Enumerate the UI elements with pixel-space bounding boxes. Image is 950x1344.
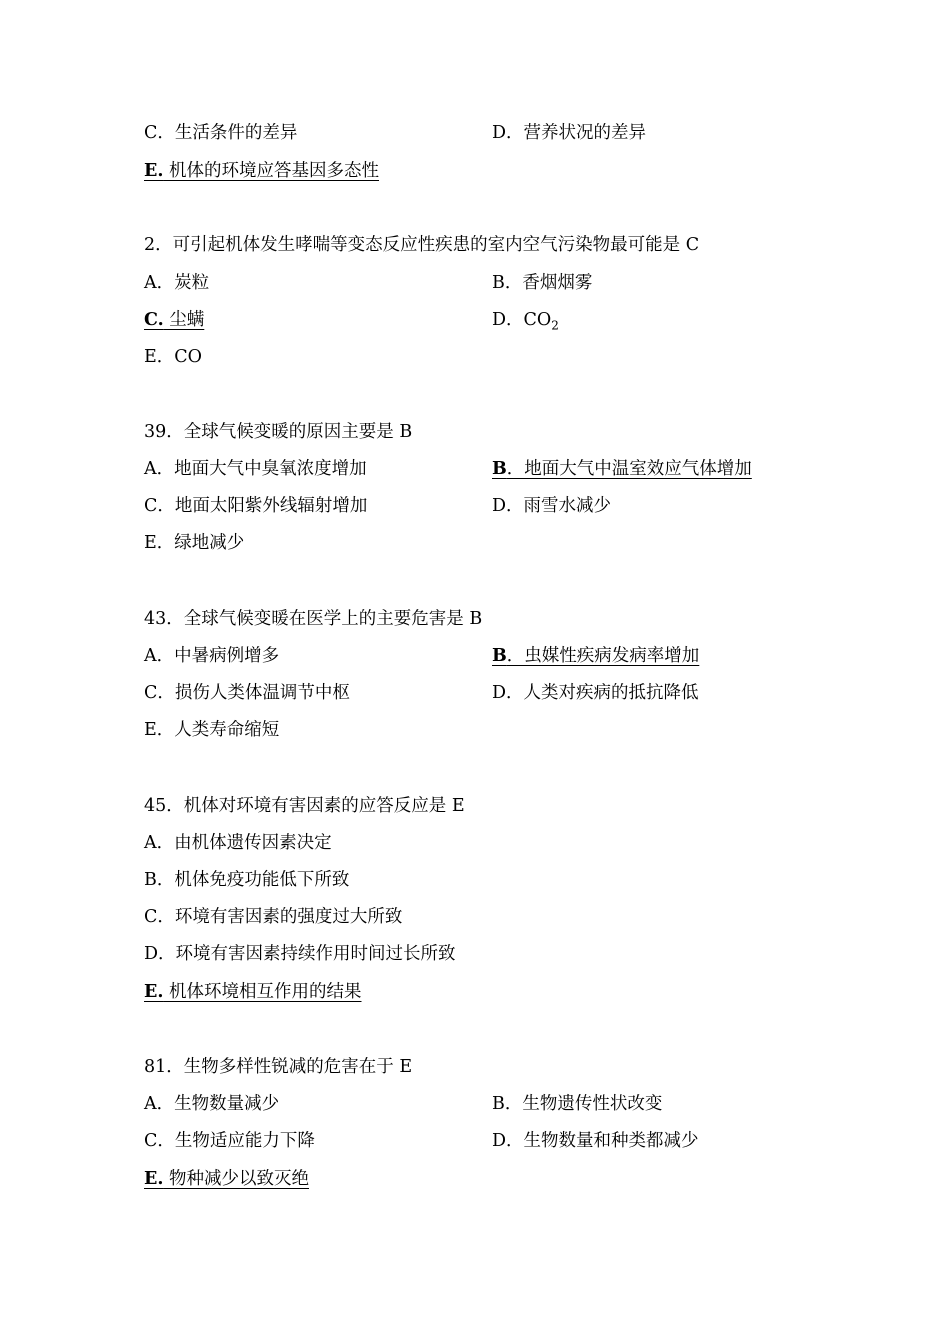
q81-option-c: C．生物适应能力下降	[144, 1131, 315, 1151]
q81-option-d: D．生物数量和种类都减少	[492, 1131, 699, 1151]
q45-option-a: A．由机体遗传因素决定	[144, 833, 332, 853]
q43-option-c: C．损伤人类体温调节中枢	[144, 683, 350, 703]
q39-option-e: E．绿地减少	[144, 533, 245, 553]
q2-stem: 2．可引起机体发生哮喘等变态反应性疾患的室内空气污染物最可能是 C	[144, 235, 700, 255]
q81-stem: 81．生物多样性锐减的危害在于 E	[144, 1057, 413, 1077]
option-label: B	[492, 459, 507, 479]
q39-stem: 39．全球气候变暖的原因主要是 B	[144, 422, 413, 442]
option-text: 物种减少以致灭绝	[163, 1169, 309, 1189]
q2-option-a: A．炭粒	[144, 273, 210, 293]
option-label: E.	[144, 982, 164, 1002]
q2-option-c-answer	[144, 309, 204, 331]
q39-option-b-answer	[492, 458, 752, 480]
q-prev-option-d: D．营养状况的差异	[492, 123, 647, 143]
option-text: ．地面大气中温室效应气体增加	[506, 459, 752, 479]
option-text: ．虫媒性疾病发病率增加	[506, 646, 700, 666]
option-label: C.	[144, 310, 164, 330]
q2-option-e: E．CO	[144, 347, 203, 367]
option-text: D．CO	[492, 310, 552, 330]
q43-option-b-answer	[492, 645, 699, 667]
q43-stem: 43．全球气候变暖在医学上的主要危害是 B	[144, 609, 483, 629]
q-prev-option-c: C．生活条件的差异	[144, 123, 298, 143]
option-text: 尘螨	[163, 310, 205, 330]
q-prev-option-e-answer	[144, 160, 379, 182]
q43-option-a: A．中暑病例增多	[144, 646, 280, 666]
q39-option-a: A．地面大气中臭氧浓度增加	[144, 459, 367, 479]
q45-stem: 45．机体对环境有害因素的应答反应是 E	[144, 796, 465, 816]
q81-option-e-answer	[144, 1168, 309, 1190]
q45-option-e-answer	[144, 981, 362, 1003]
q43-option-e: E．人类寿命缩短	[144, 720, 280, 740]
subscript: 2	[551, 318, 559, 333]
q45-option-b: B．机体免疫功能低下所致	[144, 870, 350, 890]
q43-option-d: D．人类对疾病的抵抗降低	[492, 683, 699, 703]
q39-option-d: D．雨雪水减少	[492, 496, 612, 516]
option-text: 机体的环境应答基因多态性	[163, 161, 379, 181]
q45-option-d: D．环境有害因素持续作用时间过长所致	[144, 944, 456, 964]
q81-option-b: B．生物遗传性状改变	[492, 1094, 663, 1114]
option-label: E.	[144, 1169, 164, 1189]
q2-option-b: B．香烟烟雾	[492, 273, 593, 293]
option-label: E.	[144, 161, 164, 181]
q2-option-d	[492, 309, 559, 337]
q81-option-a: A．生物数量减少	[144, 1094, 280, 1114]
q45-option-c: C．环境有害因素的强度过大所致	[144, 907, 403, 927]
option-text: 机体环境相互作用的结果	[163, 982, 362, 1002]
option-label: B	[492, 646, 507, 666]
q39-option-c: C．地面太阳紫外线辐射增加	[144, 496, 368, 516]
